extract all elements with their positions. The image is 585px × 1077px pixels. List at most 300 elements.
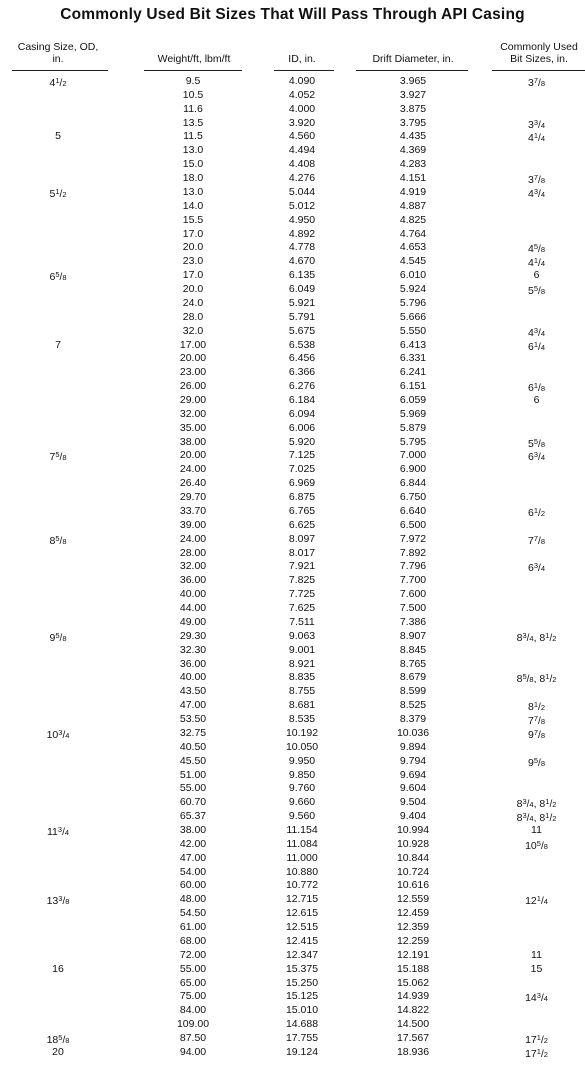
cell-weight: 94.00 [179,1045,207,1058]
table-row [0,421,585,435]
cell-drift: 18.936 [396,1045,430,1058]
table-row [0,754,585,768]
cell-bit [474,157,585,171]
cell-drift: 5.924 [399,283,427,296]
cell-bit [474,1017,585,1031]
cell-drift: 17.567 [396,1032,430,1045]
cell-bit [474,615,585,629]
table-row [0,365,585,379]
cell-drift: 3.795 [399,116,427,129]
cell-id: 4.052 [288,88,316,101]
cell-bit [474,934,585,948]
cell-weight: 29.70 [179,491,207,504]
cell-weight: 48.00 [179,893,207,906]
cell-id: 7.921 [288,560,316,573]
cell-bit: 41/4 [528,256,545,270]
table-row [0,435,585,449]
cell-id: 10.192 [285,726,319,739]
cell-bit [474,643,585,657]
cell-bit: 6 [533,394,540,406]
cell-drift: 8.679 [399,671,427,684]
cell-id: 6.049 [288,283,316,296]
fraction: 3/4 [533,117,545,131]
cell-weight: 45.50 [179,754,207,767]
table-row [0,684,585,698]
cell-drift: 4.545 [399,255,427,268]
cell-id: 11.084 [286,837,318,850]
cell-drift: 6.844 [399,477,427,490]
cell-bit [474,768,585,782]
cell-id: 4.408 [288,158,316,171]
cell-casing [8,157,108,171]
cell-casing [8,948,108,962]
cell-drift: 9.794 [399,754,427,767]
fraction: 1/2 [545,630,557,644]
cell-drift: 7.892 [399,546,427,559]
fraction: 5/8 [55,630,67,644]
table-row [0,629,585,643]
table-title: Commonly Used Bit Sizes That Will Pass Through API Casing [60,6,525,23]
cell-casing [8,199,108,213]
cell-drift: 10.036 [396,726,430,739]
cell-bit [474,310,585,324]
fraction: 3/8 [58,894,70,908]
cell-id: 8.535 [288,713,316,726]
table-row [0,102,585,116]
cell-casing: 51/2 [49,186,67,200]
cell-bit [474,573,585,587]
cell-casing [8,976,108,990]
cell-casing [8,615,108,629]
cell-id: 9.063 [288,629,316,642]
cell-drift: 5.879 [399,421,427,434]
fraction: 3/4 [58,727,70,741]
cell-id: 5.791 [288,310,316,323]
fraction: 1/8 [533,381,545,395]
cell-bit [474,213,585,227]
cell-casing [8,296,108,310]
cell-bit: 105/8 [525,838,548,852]
table-row [0,143,585,157]
cell-drift: 4.283 [399,158,427,171]
cell-drift: 8.379 [399,713,427,726]
cell-drift: 10.616 [396,879,430,892]
cell-id: 7.125 [288,449,316,462]
table-row [0,504,585,518]
cell-weight: 17.0 [182,269,204,282]
fraction: 1/2 [545,797,557,811]
table-row [0,199,585,213]
table-row [0,88,585,102]
cell-id: 6.456 [288,352,316,365]
cell-bit: 143/4 [525,991,548,1005]
cell-casing [8,379,108,393]
cell-bit [474,878,585,892]
cell-weight: 13.0 [182,185,204,198]
table-row [0,393,585,407]
cell-weight: 20.00 [179,352,207,365]
cell-weight: 55.00 [179,962,207,975]
cell-drift: 5.795 [399,435,427,448]
cell-drift: 7.972 [399,532,427,545]
table-row [0,171,585,185]
cell-bit: 43/4 [528,186,545,200]
cell-bit [474,546,585,560]
fraction: 7/8 [533,76,545,89]
cell-id: 4.950 [288,213,316,226]
cell-weight: 18.0 [182,172,204,185]
cell-bit [474,865,585,879]
cell-casing [8,254,108,268]
cell-drift: 8.599 [399,685,427,698]
cell-id: 15.250 [285,976,319,989]
table-row [0,878,585,892]
cell-drift: 7.000 [399,449,427,462]
cell-bit: 121/4 [525,894,548,908]
table-row [0,116,585,130]
cell-id: 5.675 [288,324,316,337]
cell-casing: 16 [52,962,64,975]
table-row [0,837,585,851]
cell-drift: 9.604 [399,782,427,795]
cell-weight: 15.5 [182,213,204,226]
header-bit-rule [492,70,585,71]
cell-id: 8.681 [288,699,316,712]
cell-bit [474,199,585,213]
cell-weight: 24.00 [179,463,207,476]
cell-drift: 4.919 [399,185,427,198]
cell-drift: 8.907 [399,629,427,642]
cell-drift: 8.765 [399,657,427,670]
cell-weight: 49.00 [179,615,207,628]
cell-casing [8,504,108,518]
table-row [0,573,585,587]
cell-casing [8,587,108,601]
cell-drift: 6.413 [399,338,427,351]
fraction: 5/8 [58,1033,70,1047]
cell-id: 6.276 [288,380,316,393]
cell-id: 8.097 [288,532,316,545]
fraction: 5/8 [55,270,67,284]
table-row [0,615,585,629]
cell-casing [8,462,108,476]
cell-bit [474,976,585,990]
cell-id: 12.415 [285,934,319,947]
cell-id: 12.347 [285,948,319,961]
table-row [0,781,585,795]
cell-casing: 133/8 [46,894,70,908]
table-row [0,532,585,546]
cell-weight: 38.00 [179,435,207,448]
cell-id: 5.920 [288,435,316,448]
cell-casing [8,213,108,227]
cell-casing [8,365,108,379]
cell-weight: 17.0 [182,227,204,240]
cell-casing: 75/8 [49,450,67,464]
cell-bit: 63/4 [528,561,545,575]
cell-bit [474,88,585,102]
cell-bit [474,684,585,698]
table-row [0,310,585,324]
table-row [0,518,585,532]
cell-drift: 6.010 [399,269,427,282]
cell-casing [8,809,108,823]
cell-drift: 3.927 [399,88,427,101]
table-row [0,74,585,88]
table-row [0,795,585,809]
fraction: 3/4 [536,991,548,1005]
cell-drift: 7.600 [399,588,427,601]
cell-casing: 7 [55,338,61,351]
cell-bit [474,462,585,476]
cell-casing: 20 [52,1045,64,1058]
cell-drift: 6.900 [399,463,427,476]
header-bit-sizes [484,41,585,65]
table-row [0,185,585,199]
cell-bit [474,421,585,435]
cell-bit: 63/4 [528,450,545,464]
cell-id: 12.615 [285,907,319,920]
table-row [0,1003,585,1017]
table-row [0,865,585,879]
table-row [0,296,585,310]
cell-weight: 68.00 [179,934,207,947]
fraction: 3/4 [533,561,545,575]
cell-weight: 32.00 [179,560,207,573]
header-bit-line-2: Bit Sizes, in. [510,53,568,65]
cell-id: 9.660 [288,796,316,809]
cell-id: 6.006 [288,421,316,434]
table-row [0,823,585,837]
cell-id: 3.920 [288,116,316,129]
table-row [0,587,585,601]
table-row [0,546,585,560]
table-row [0,768,585,782]
cell-casing [8,559,108,573]
cell-weight: 54.00 [179,865,207,878]
header-drift-line-1: Drift Diameter, in. [372,53,454,65]
table-row [0,254,585,268]
cell-weight: 11.6 [183,102,203,115]
table-row [0,657,585,671]
cell-weight: 55.00 [179,782,207,795]
fraction: 5/8 [533,284,545,298]
cell-bit: 33/4 [528,117,545,131]
cell-casing [8,989,108,1003]
fraction: 3/4 [57,824,70,838]
cell-id: 4.560 [288,130,316,143]
cell-drift: 15.062 [396,976,430,989]
cell-drift: 3.965 [399,75,427,87]
cell-casing [8,865,108,879]
cell-weight: 23.00 [179,366,207,379]
table-row [0,712,585,726]
cell-id: 5.921 [288,296,316,309]
table-row [0,157,585,171]
cell-casing [8,906,108,920]
cell-weight: 10.5 [182,88,204,101]
cell-drift: 9.894 [399,740,427,753]
table-row [0,282,585,296]
table-row [0,906,585,920]
cell-drift: 6.059 [399,394,427,406]
cell-casing [8,1017,108,1031]
fraction: 5/8 [536,838,548,852]
cell-weight: 84.00 [179,1004,207,1017]
table-row [0,462,585,476]
fraction: 7/8 [533,533,545,547]
cell-weight: 47.00 [179,851,207,864]
cell-bit: 11 [531,823,542,836]
cell-id: 10.050 [285,740,319,753]
cell-casing [8,310,108,324]
cell-bit [474,490,585,504]
table-row [0,240,585,254]
cell-weight: 29.00 [179,394,207,406]
cell-drift: 4.653 [399,241,427,254]
cell-id: 12.515 [285,921,319,934]
cell-casing [8,684,108,698]
cell-casing [8,698,108,712]
cell-drift: 5.550 [399,324,427,337]
table-row [0,948,585,962]
fraction: 3/4 [522,797,534,811]
cell-id: 4.778 [288,241,316,254]
cell-id: 6.366 [288,366,316,379]
cell-weight: 32.0 [182,324,204,337]
cell-bit: 97/8 [528,727,545,741]
cell-id: 5.012 [288,199,316,212]
cell-weight: 33.70 [179,504,207,517]
cell-weight: 20.0 [182,283,204,296]
cell-id: 14.688 [285,1018,319,1031]
cell-casing [8,490,108,504]
cell-casing [8,768,108,782]
cell-weight: 26.00 [179,380,207,393]
cell-drift: 5.666 [399,310,427,323]
cell-id: 4.090 [288,75,316,87]
header-drift-rule [356,70,468,71]
cell-drift: 4.825 [399,213,427,226]
cell-drift: 12.459 [396,907,430,920]
cell-weight: 32.75 [179,726,207,739]
cell-casing [8,781,108,795]
cell-id: 7.725 [288,588,316,601]
cell-weight: 75.00 [179,990,207,1003]
cell-casing: 5 [55,130,61,143]
table-row [0,989,585,1003]
table-row [0,448,585,462]
cell-bit [474,407,585,421]
cell-drift: 12.191 [396,948,430,961]
cell-weight: 60.00 [179,879,207,892]
table-row [0,670,585,684]
cell-casing [8,88,108,102]
cell-drift: 14.939 [396,990,430,1003]
cell-bit: 6 [533,269,540,282]
cell-drift: 8.845 [399,643,427,656]
cell-bit: 171/2 [525,1033,548,1047]
cell-id: 7.025 [288,463,316,476]
cell-casing [8,282,108,296]
header-weight [138,53,250,65]
fraction: 1/2 [533,505,545,519]
fraction: 1/2 [55,76,67,89]
cell-casing: 113/4 [46,824,70,838]
cell-drift: 15.188 [396,962,430,975]
cell-weight: 32.00 [179,407,207,420]
cell-id: 11.000 [286,851,318,864]
cell-bit [474,601,585,615]
cell-bit: 83/4, 81/2 [516,811,557,825]
cell-weight: 65.00 [179,976,207,989]
cell-bit: 55/8 [528,436,545,450]
cell-casing [8,573,108,587]
cell-casing: 41/2 [49,76,67,89]
cell-bit [474,476,585,490]
cell-weight: 60.70 [179,796,207,809]
fraction: 5/8 [55,450,67,464]
cell-weight: 42.00 [179,837,207,850]
cell-weight: 72.00 [179,948,207,961]
table-row [0,1031,585,1045]
cell-drift: 7.386 [399,615,427,628]
cell-id: 15.010 [285,1004,319,1017]
cell-drift: 6.241 [399,366,427,379]
cell-casing [8,657,108,671]
fraction: 7/8 [533,727,545,741]
cell-casing [8,116,108,130]
cell-bit [474,851,585,865]
cell-bit: 37/8 [528,173,545,187]
cell-id: 6.538 [288,338,316,351]
cell-weight: 53.50 [179,713,207,726]
cell-casing: 185/8 [46,1033,70,1047]
table-row [0,351,585,365]
cell-weight: 36.00 [179,657,207,670]
cell-id: 4.494 [288,144,316,157]
cell-bit: 77/8 [528,533,545,547]
cell-bit [474,365,585,379]
fraction: 1/4 [533,131,545,145]
cell-casing [8,351,108,365]
table-row [0,698,585,712]
cell-casing [8,754,108,768]
cell-bit [474,518,585,532]
cell-bit: 61/4 [528,339,545,353]
cell-drift: 7.700 [399,574,427,587]
cell-weight: 9.5 [185,75,201,87]
cell-weight: 39.00 [179,518,207,531]
cell-casing [8,1003,108,1017]
cell-weight: 43.50 [179,685,207,698]
cell-casing [8,435,108,449]
cell-bit: 83/4, 81/2 [516,797,557,811]
cell-bit: 77/8 [528,714,545,728]
cell-weight: 28.0 [182,310,204,323]
cell-weight: 40.00 [179,671,207,684]
cell-id: 9.850 [288,768,316,781]
cell-casing [8,851,108,865]
cell-bit [474,227,585,241]
cell-drift: 10.928 [396,837,430,850]
cell-id: 15.375 [285,962,319,975]
cell-bit: 37/8 [528,76,545,89]
cell-casing: 65/8 [49,270,67,284]
fraction: 3/4 [522,630,534,644]
cell-id: 6.625 [288,518,316,531]
cell-id: 8.921 [288,657,316,670]
